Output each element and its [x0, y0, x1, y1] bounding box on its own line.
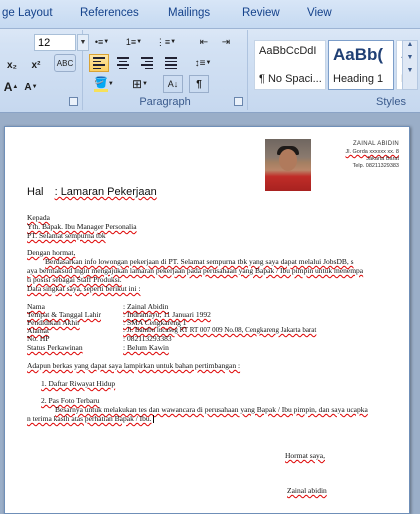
attachment-intro: Adapun berkas yang dapat saya lampirkan untuk bahan pertimbangan :	[27, 361, 241, 370]
line-spacing-icon: ↕≡	[194, 57, 206, 69]
chevron-down-icon: ▼	[205, 60, 212, 66]
font-group	[0, 30, 87, 110]
header-address: Jl. Gorda xxxxxx xx. 8	[345, 149, 399, 155]
multilevel-list-button[interactable]	[153, 33, 179, 51]
tab-review[interactable]: Review	[242, 7, 280, 19]
data-label-marital: Status Perkawinan	[27, 343, 83, 352]
styles-group-label: Styles	[376, 96, 406, 108]
ribbon-tabs	[0, 0, 420, 29]
bullets-button[interactable]	[89, 33, 115, 51]
more-styles-icon: ▼	[406, 67, 414, 74]
chevron-down-icon: ▼	[103, 39, 110, 45]
numbering-button[interactable]	[121, 33, 147, 51]
closing-line-2-wrap	[27, 414, 154, 423]
signoff: Hormat saya,	[285, 451, 325, 460]
paragraph-group	[83, 30, 248, 110]
increase-indent-button[interactable]	[217, 33, 235, 51]
sort-button[interactable]	[163, 75, 183, 93]
shrink-arrow-icon: ▼	[31, 84, 38, 90]
signature-name: Zainal abidin	[287, 486, 327, 495]
data-label-address: Alamat	[27, 326, 50, 335]
change-case-button[interactable]: ABC	[54, 54, 76, 72]
text-cursor	[153, 415, 154, 423]
multilevel-list-icon: ⋮≡	[155, 36, 171, 47]
justify-button[interactable]	[161, 54, 181, 72]
paragraph-dialog-launcher-icon[interactable]	[234, 97, 243, 106]
applicant-photo	[265, 139, 311, 191]
borders-icon: ⊞	[131, 77, 143, 91]
align-right-button[interactable]	[137, 54, 157, 72]
paint-bucket-icon: 🪣	[94, 76, 108, 92]
numbered-list-icon: 1≡	[125, 37, 137, 47]
data-value-marital: : Belum Kawin	[123, 343, 169, 352]
greeting: Dengan hormat,	[27, 248, 76, 257]
chevron-down-icon: ▼	[142, 81, 148, 87]
superscript-button[interactable]: x²	[31, 59, 41, 71]
header-phone: Telp. 08211329383	[352, 163, 399, 169]
align-left-icon	[93, 57, 105, 69]
to-line-3: PT. Selamat sempurna tbk	[27, 231, 106, 240]
bullet-list-icon: •≡	[94, 36, 104, 47]
align-center-icon	[117, 57, 129, 69]
subscript-button[interactable]: x₂	[6, 59, 17, 71]
style-heading-1[interactable]: AaBb( Heading 1	[328, 40, 394, 90]
header-name: ZAINAL ABIDIN	[352, 141, 399, 147]
increase-indent-icon: ⇥	[221, 36, 231, 48]
body-line-4: Data singkat saya, seperti berikut ini :	[27, 284, 141, 293]
line-spacing-button[interactable]	[189, 54, 217, 72]
body-line-2: aya bermaksud ingin mengajukan lamaran pekerjaan pada perusahaan yang Bapak / Ibu pimpin untuk menempa	[27, 266, 364, 275]
borders-button[interactable]	[125, 75, 155, 93]
decrease-indent-button[interactable]	[195, 33, 213, 51]
data-value-name: : Zainal Abidin	[123, 302, 169, 311]
style-no-spacing[interactable]: AaBbCcDdI ¶ No Spaci...	[254, 40, 326, 90]
data-label-name: Nama	[27, 302, 45, 311]
chevron-down-icon: ▼	[79, 39, 87, 46]
data-label-education: Pendidikan Akhir	[27, 318, 80, 327]
shading-button[interactable]	[89, 75, 119, 93]
to-line-2: Yth. Bapak. Ibu Manager Personalia	[27, 222, 137, 231]
tab-page-layout[interactable]: ge Layout	[2, 7, 53, 19]
tab-mailings[interactable]: Mailings	[168, 7, 211, 19]
font-dialog-launcher-icon[interactable]	[69, 97, 78, 106]
document-page[interactable]	[4, 126, 410, 514]
to-line-1: Kepada	[27, 213, 50, 222]
tab-references[interactable]: References	[80, 7, 139, 19]
align-left-button[interactable]	[89, 54, 109, 72]
subject-value: : Lamaran Pekerjaan	[54, 186, 157, 198]
shrink-font-button[interactable]: A ▼	[24, 81, 38, 93]
sort-az-icon: A↓	[167, 79, 179, 89]
ribbon	[0, 0, 420, 113]
tab-view[interactable]: View	[307, 7, 332, 19]
data-value-phone: : 082113293383	[123, 334, 172, 343]
closing-line-1: Besarnya untuk melakukan tes dan wawancara di perusahaan yang Bapak / Ibu pimpin, dan saya ucapka	[55, 405, 368, 414]
data-label-birth: Tempat & Tanggal Lahir	[27, 310, 101, 319]
chevron-down-icon: ▼	[170, 39, 177, 45]
body-line-3: ti posisi sebagai Staff Produksi.	[27, 275, 122, 284]
closing-line-2: n terima kasih atas perhatian Bapak / Ibu.	[27, 414, 152, 423]
decrease-indent-icon: ⇤	[199, 36, 209, 48]
body-line-1: Berdasarkan info lowongan pekerjaan di PT. Selamat sempurna tbk yang saya dapat melalui JobsDB, s	[45, 257, 354, 266]
header-city: Jakarta Barat	[366, 156, 399, 162]
justify-icon	[165, 57, 177, 69]
chevron-up-icon: ▲	[406, 41, 414, 48]
grow-font-button[interactable]: A ▲	[3, 80, 19, 94]
data-label-phone: No. HP	[27, 334, 50, 343]
align-center-button[interactable]	[113, 54, 133, 72]
styles-scroll[interactable]	[402, 40, 418, 90]
font-size-box[interactable]: 12	[34, 34, 76, 51]
attachment-item-1: 1. Daftar Riwayat Hidup	[41, 379, 116, 388]
chevron-down-icon: ▼	[107, 81, 114, 87]
paragraph-group-label: Paragraph	[139, 96, 191, 108]
subject-line	[27, 186, 157, 198]
subject-label: Hal	[27, 186, 44, 198]
data-value-education: : SMA Cengkareng 1	[123, 318, 187, 327]
show-marks-button[interactable]	[189, 75, 209, 93]
attachment-item-2: 2. Pas Foto Terbaru	[41, 396, 100, 405]
data-value-birth: : Indramayu, 11 Januari 1992	[123, 310, 211, 319]
pilcrow-icon: ¶	[196, 78, 202, 90]
align-right-icon	[141, 57, 153, 69]
chevron-down-icon: ▼	[406, 54, 414, 61]
chevron-down-icon: ▼	[136, 39, 143, 45]
grow-arrow-icon: ▲	[12, 84, 19, 90]
data-value-address: : Jl. Bambu lucaseg RT RT 007 009 No.08, Cengkareng Jakarta barat	[123, 326, 317, 334]
